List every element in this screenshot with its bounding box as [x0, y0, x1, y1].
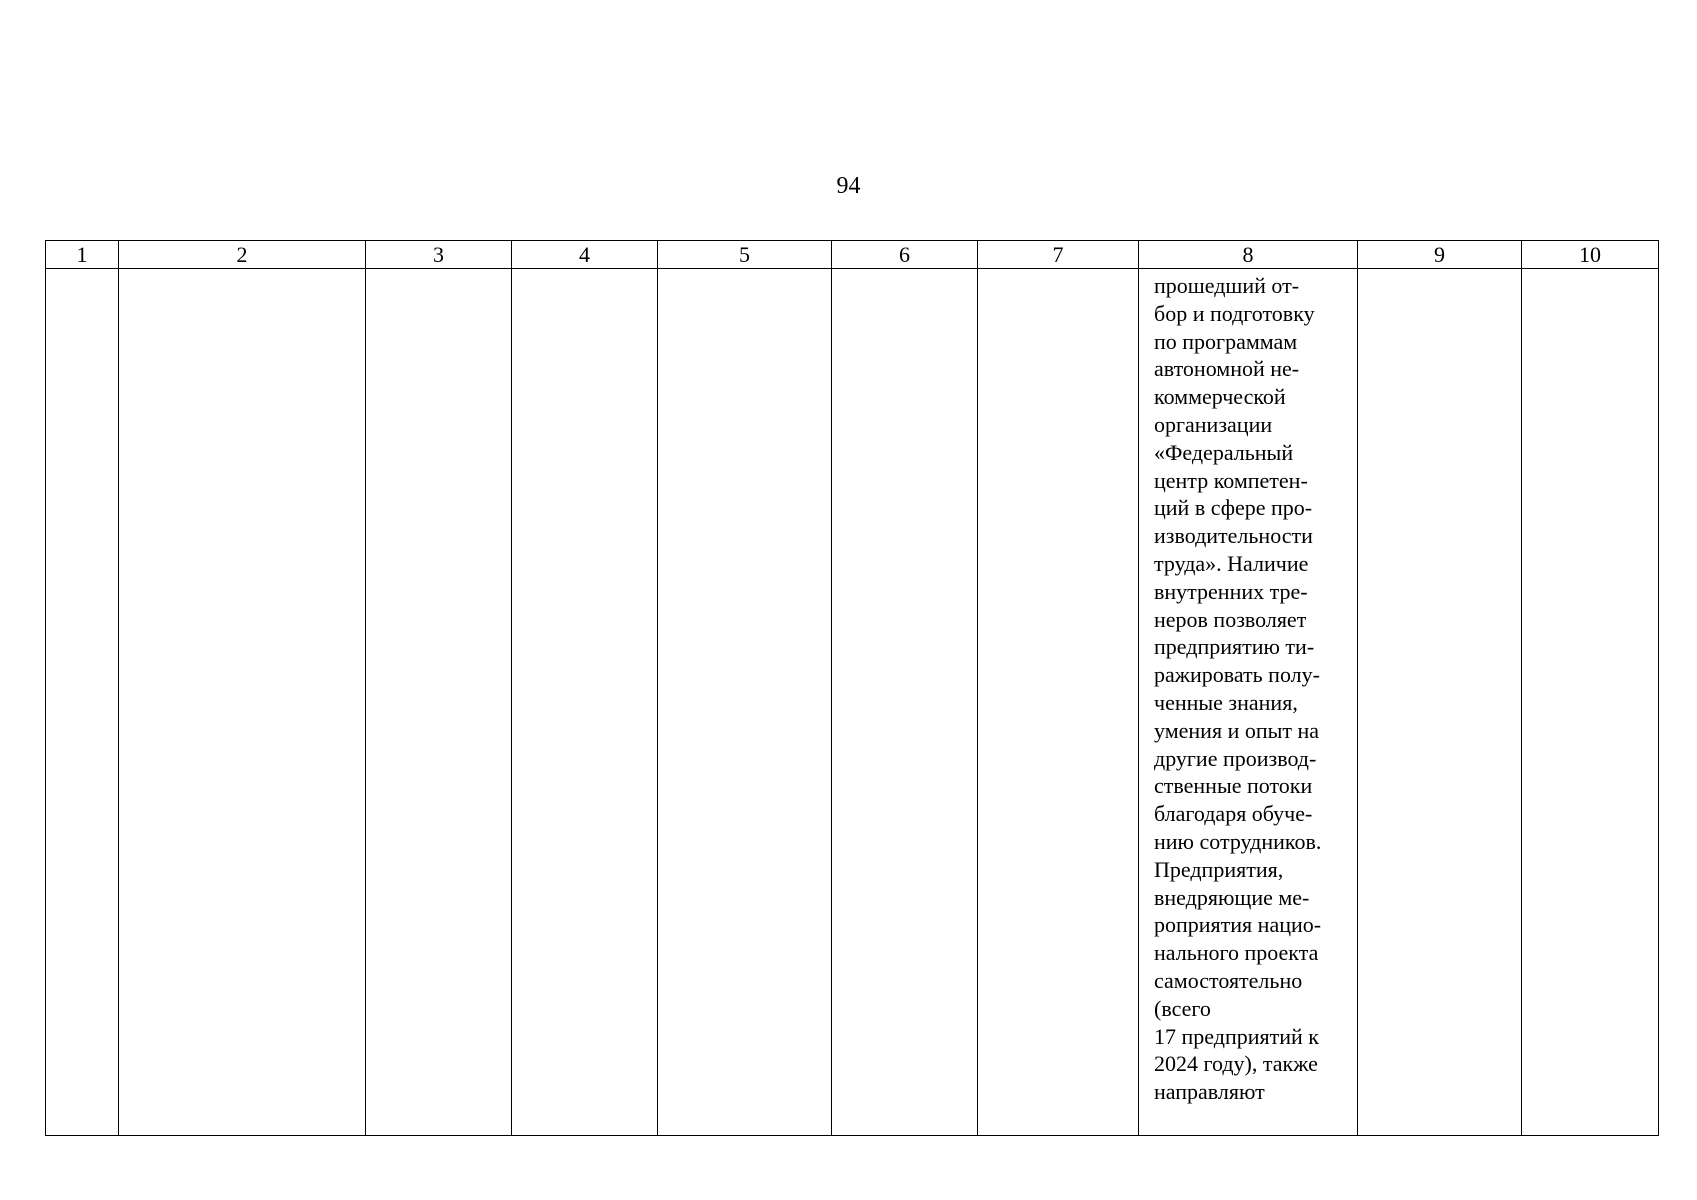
- table-cell-4: [512, 269, 658, 1136]
- table-cell-1: [46, 269, 119, 1136]
- table-row: [46, 269, 1659, 1136]
- column-header-1: 1: [46, 241, 119, 269]
- cell-text-3: [366, 269, 511, 272]
- cell-text-9: [1358, 269, 1521, 272]
- column-header-4: 4: [512, 241, 658, 269]
- table-cell-10: [1522, 269, 1659, 1136]
- cell-text-10: [1522, 269, 1658, 272]
- cell-text-1: [46, 269, 118, 272]
- column-header-8: 8: [1139, 241, 1358, 269]
- column-header-9: 9: [1358, 241, 1522, 269]
- cell-text-2: [119, 269, 365, 272]
- table-cell-5: [658, 269, 832, 1136]
- cell-text-8: прошедший от- бор и подготовку по программам автономной не- коммерческой организации «Федеральный центр компетен- ций в сфере про- изводительности труда». Наличие внутренних тре- неров позволяет предприятию ти- ражировать полу- ченные знания, умения и опыт на другие производ- ственные потоки благодаря обуче- нию сотрудников. Предприятия, внедряющие ме- роприятия нацио- нального проекта самостоятельно (всего 17 предприятий к 2024 году), также направляют: [1154, 273, 1322, 1105]
- table-cell-9: [1358, 269, 1522, 1136]
- table-cell-7: [978, 269, 1139, 1136]
- column-header-6: 6: [832, 241, 978, 269]
- page-number: 94: [836, 173, 861, 199]
- cell-text-4: [512, 269, 657, 272]
- table-cell-3: [366, 269, 512, 1136]
- column-header-3: 3: [366, 241, 512, 269]
- column-header-10: 10: [1522, 241, 1659, 269]
- table-cell-6: [832, 269, 978, 1136]
- column-header-7: 7: [978, 241, 1139, 269]
- cell-text-5: [658, 269, 831, 272]
- document-table: [45, 240, 1659, 1136]
- table-cell-2: [119, 269, 366, 1136]
- cell-text-6: [832, 269, 977, 272]
- table-cell-8: [1139, 269, 1358, 1136]
- header-row: [46, 241, 1659, 269]
- cell-text-7: [978, 269, 1138, 272]
- column-header-2: 2: [119, 241, 366, 269]
- column-header-5: 5: [658, 241, 832, 269]
